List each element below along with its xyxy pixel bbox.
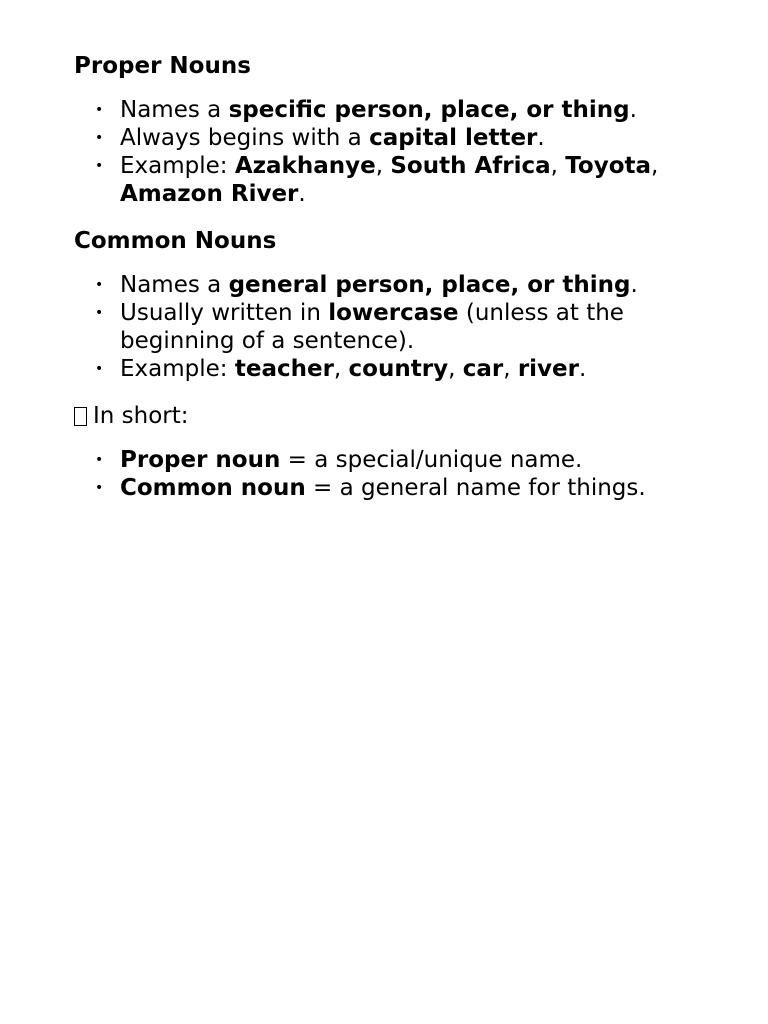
- proper-nouns-list: [74, 96, 708, 208]
- bullet-icon: •: [95, 277, 104, 293]
- proper-nouns-heading: Proper Nouns: [74, 53, 251, 79]
- list-item: • Example: teacher, country, car, river.: [95, 356, 587, 382]
- summary-list: [74, 446, 708, 502]
- bullet-icon: •: [95, 102, 104, 118]
- list-item: • Names a general person, place, or thing.: [95, 272, 638, 298]
- missing-glyph-icon: [74, 407, 87, 426]
- list-item: • Common noun = a general name for things.: [95, 475, 646, 501]
- bullet-icon: •: [95, 305, 104, 321]
- bullet-icon: •: [95, 130, 104, 146]
- bullet-icon: •: [95, 452, 104, 468]
- bullet-icon: •: [95, 480, 104, 496]
- common-nouns-list: [74, 271, 708, 383]
- list-item: • Names a specific person, place, or thing.: [95, 97, 637, 123]
- bullet-icon: •: [95, 361, 104, 377]
- list-item: • Always begins with a capital letter.: [95, 125, 545, 151]
- summary-lead: In short:: [74, 400, 708, 432]
- common-nouns-heading: Common Nouns: [74, 228, 277, 254]
- bullet-icon: •: [95, 158, 104, 174]
- list-item: • Usually written in lowercase (unless at the beginning of a sentence).: [95, 300, 624, 354]
- list-item: • Proper noun = a special/unique name.: [95, 447, 583, 473]
- list-item: • Example: Azakhanye, South Africa, Toyota, Amazon River.: [95, 153, 659, 207]
